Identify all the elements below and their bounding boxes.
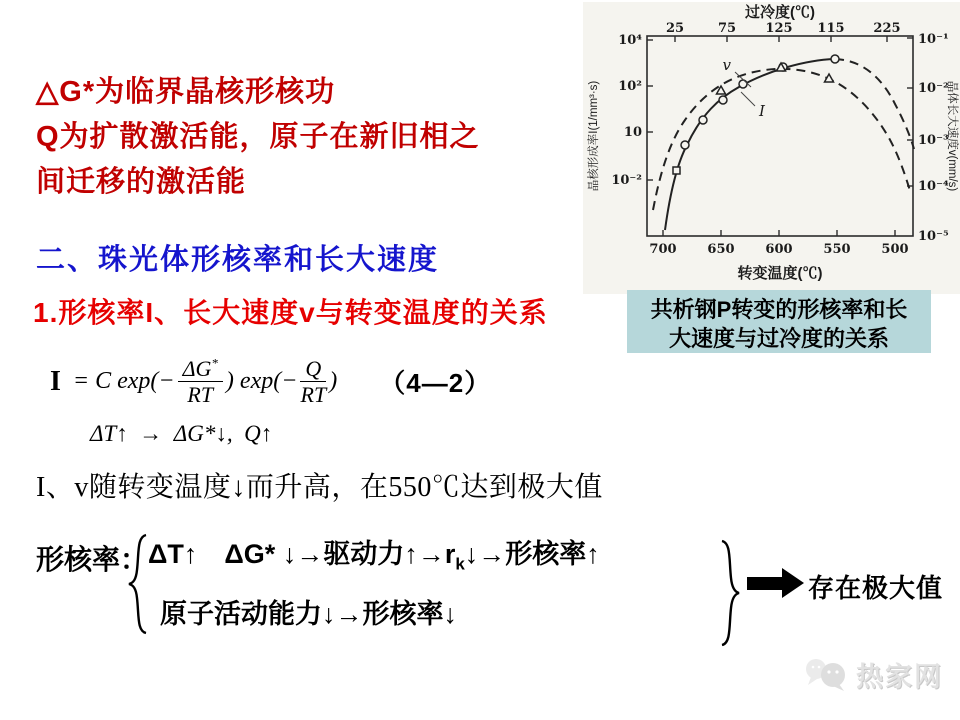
subscript-k: k <box>455 554 465 574</box>
right-tick-label: 10⁻⁴ <box>918 179 949 194</box>
nucleation-rate-equation <box>50 356 491 408</box>
subsection-heading: 1.形核率I、长大速度v与转变温度的关系 <box>33 297 548 328</box>
fraction-numerator: Q <box>300 356 326 382</box>
left-tick-label: 10⁴ <box>618 33 642 48</box>
equation-number: （4—2） <box>379 368 492 399</box>
arrow-head <box>782 568 804 598</box>
figure-caption <box>627 290 931 353</box>
right-brace <box>716 538 742 648</box>
fraction-Q-RT <box>300 356 326 408</box>
note-line-3: 间迁移的激活能 <box>36 166 247 198</box>
nucleation-rate-label: 形核率： <box>36 544 149 575</box>
pearlite-kinetics-chart <box>583 2 960 294</box>
watermark-text: 热家网 <box>856 662 943 692</box>
arrow-shaft <box>747 577 783 590</box>
max-at-550-statement: I、v随转变温度↓而升高，在550℃达到极大值 <box>36 472 603 503</box>
bottom-axis-title: 转变温度(℃) <box>737 265 823 282</box>
figure-caption-line-2: 大速度与过冷度的关系 <box>668 326 889 351</box>
note-line-1: △G*为临界晶核形核功 <box>36 76 336 108</box>
delta-T-consequence-line: ΔT↑ → ΔG*↓, Q↑ <box>90 421 273 446</box>
top-tick-label: 115 <box>817 21 845 36</box>
branch-driving-force: ΔT↑ ΔG* ↓→驱动力$↑\to r_k↓\to$形核率↑ <box>148 539 600 574</box>
equation-lhs: I <box>50 365 61 397</box>
top-tick-label: 75 <box>717 21 737 36</box>
fraction-denominator: RT <box>300 382 327 408</box>
top-tick-label: 125 <box>765 21 793 36</box>
watermark <box>802 655 943 694</box>
right-tick-label: 10⁻¹ <box>918 32 949 47</box>
equation-close-paren: ) <box>329 368 338 395</box>
right-tick-label: 10⁻³ <box>918 133 949 148</box>
curve-label-I: I <box>759 102 765 120</box>
bottom-tick-label: 500 <box>881 242 909 257</box>
bottom-tick-label: 700 <box>649 242 677 257</box>
top-axis-title: 过冷度(℃) <box>745 4 815 21</box>
fraction-dG-RT <box>178 356 223 408</box>
equation-equals-exp: = C exp(− <box>72 368 175 395</box>
left-tick-label: 10 <box>623 125 642 140</box>
maximum-exists-conclusion: 存在极大值 <box>808 573 944 603</box>
curve-label-v: v <box>722 56 731 74</box>
figure-caption-line-1: 共析钢P转变的形核率和长 <box>650 297 908 322</box>
left-axis-title: 晶核形成率I(1/mm³·s) <box>588 80 600 192</box>
right-axis-title: 晶体长大速度v(mm/s) <box>946 80 958 192</box>
right-tick-label: 10⁻² <box>918 81 949 96</box>
section-heading: 二、珠光体形核率和长大速度 <box>36 244 440 276</box>
top-tick-label: 225 <box>873 21 901 36</box>
critical-nucleation-notes <box>36 70 480 205</box>
asterisk-superscript: * <box>211 355 218 371</box>
branch-atomic-mobility: 原子活动能力↓→形核率↓ <box>160 599 457 629</box>
left-tick-label: 10² <box>618 79 642 94</box>
bottom-tick-label: 600 <box>765 242 793 257</box>
bottom-tick-label: 650 <box>707 242 735 257</box>
fraction-denominator: RT <box>187 382 214 408</box>
bottom-tick-label: 550 <box>823 242 851 257</box>
equation-mid-exp: ) exp(− <box>225 368 298 395</box>
pearlite-kinetics-figure <box>583 2 960 294</box>
chat-bubbles-logo-icon <box>802 656 850 694</box>
right-tick-label: 10⁻⁵ <box>918 229 949 244</box>
note-line-2: Q为扩散激活能，原子在新旧相之 <box>36 121 480 153</box>
left-tick-label: 10⁻² <box>611 173 642 188</box>
top-tick-label: 25 <box>665 21 685 36</box>
fraction-numerator: ΔG* <box>178 356 223 382</box>
